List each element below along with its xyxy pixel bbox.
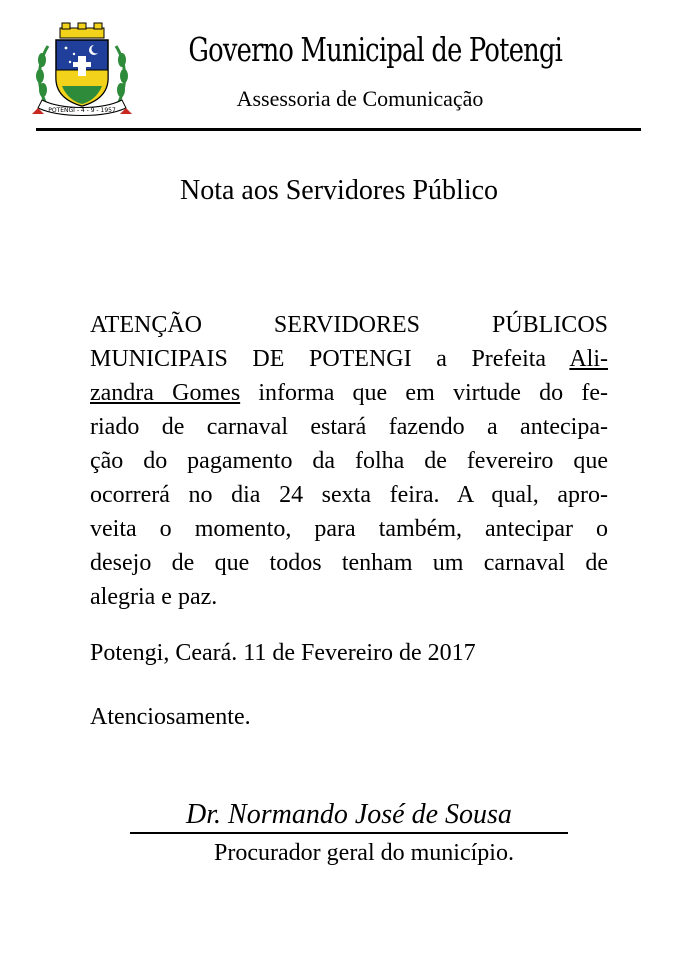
body-line: riado de carnaval estará fazendo a antecipa- bbox=[90, 414, 608, 440]
header-divider bbox=[36, 128, 641, 131]
crest-ribbon-text: POTENGI - 4 - 9 - 1957 bbox=[48, 107, 116, 114]
signatory-name: Dr. Normando José de Sousa bbox=[130, 798, 568, 834]
mayor-name-part: Ali- bbox=[569, 346, 608, 372]
body-emphasis: MUNICIPAIS DE POTENGI bbox=[90, 346, 412, 372]
body-line: alegria e paz. bbox=[90, 584, 218, 610]
closing-remark: Atenciosamente. bbox=[90, 704, 251, 730]
page-title: Governo Municipal de Potengi bbox=[188, 30, 563, 69]
notice-date: Potengi, Ceará. 11 de Fevereiro de 2017 bbox=[90, 640, 476, 666]
body-line: ocorrerá no dia 24 sexta feira. A qual, apro- bbox=[90, 482, 608, 508]
notice-body bbox=[90, 308, 608, 614]
page-subtitle: Assessoria de Comunicação bbox=[236, 86, 484, 111]
body-line bbox=[90, 376, 608, 410]
body-line: ATENÇÃO SERVIDORES PÚBLICOS bbox=[90, 312, 608, 338]
body-text: informa que em virtude do fe- bbox=[240, 380, 608, 406]
signatory-role: Procurador geral do município. bbox=[214, 840, 514, 866]
body-line: desejo de que todos tenham um carnaval de bbox=[90, 550, 608, 576]
body-text: a Prefeita bbox=[411, 346, 570, 372]
mayor-name-part: zandra Gomes bbox=[90, 380, 241, 406]
body-line: veita o momento, para também, antecipar o bbox=[90, 516, 608, 542]
notice-title: Nota aos Servidores Público bbox=[179, 175, 499, 206]
body-line bbox=[90, 342, 608, 376]
body-line: ção do pagamento da folha de fevereiro que bbox=[90, 448, 608, 474]
municipal-crest-icon bbox=[30, 22, 134, 120]
